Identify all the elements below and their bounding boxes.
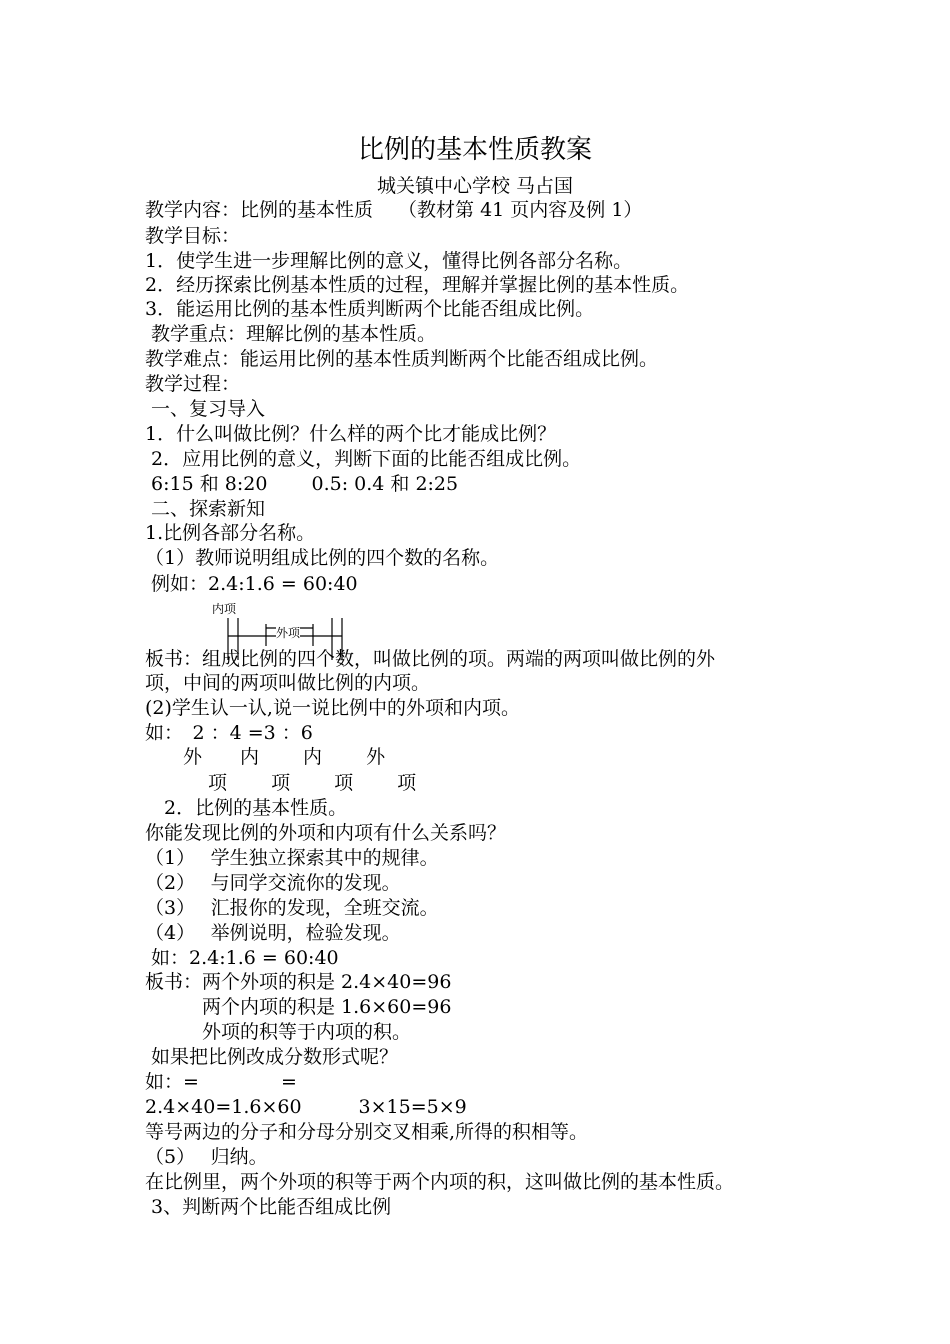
- review-examples: 6:15 和 8:20 0.5: 0.4 和 2:25: [145, 473, 459, 495]
- review-question-2: 2．应用比例的意义，判断下面的比能否组成比例。: [145, 448, 582, 470]
- board-note-terms-cont: 项，中间的两项叫做比例的内项。: [145, 672, 431, 694]
- term-labels-row-2: 项 项 项 项: [145, 772, 417, 794]
- fraction-form-question: 如果把比例改成分数形式呢？: [145, 1046, 399, 1068]
- explore-step-2: （2） 与同学交流你的发现。: [145, 872, 401, 894]
- example-proportion-2: 如： 2 ：4 =3 ：6: [145, 722, 313, 744]
- inner-term-label: 内项: [212, 602, 237, 616]
- review-question-1: 1．什么叫做比例？什么样的两个比才能成比例？: [145, 423, 557, 445]
- outer-term-label: 外项: [276, 626, 301, 640]
- teaching-content: 教学内容：比例的基本性质 （教材第 41 页内容及例 1）: [145, 199, 643, 221]
- explore-step-3: （3） 汇报你的发现，全班交流。: [145, 897, 439, 919]
- board-note-inner-product: 两个内项的积是 1.6×60=96: [145, 996, 452, 1018]
- goal-item-1: 1．使学生进一步理解比例的意义，懂得比例各部分名称。: [145, 250, 633, 272]
- basic-property-heading: 2．比例的基本性质。: [145, 797, 348, 819]
- cross-multiply-examples: 2.4×40=1.6×60 3×15=5×9: [145, 1096, 467, 1118]
- term-labels-row-1: 外 内 内 外: [145, 746, 386, 768]
- basic-property-definition: 在比例里，两个外项的积等于两个内项的积，这叫做比例的基本性质。: [145, 1171, 735, 1193]
- teaching-process-heading: 教学过程：: [145, 373, 241, 395]
- judge-proportion-heading: 3、判断两个比能否组成比例: [145, 1196, 392, 1218]
- part-names-heading: 1.比例各部分名称。: [145, 522, 316, 544]
- teaching-difficulty: 教学难点：能运用比例的基本性质判断两个比能否组成比例。: [145, 348, 659, 370]
- board-note-conclusion: 外项的积等于内项的积。: [145, 1021, 412, 1043]
- explore-step-4: （4） 举例说明，检验发现。: [145, 922, 401, 944]
- board-note-outer-product: 板书：两个外项的积是 2.4×40=96: [145, 971, 452, 993]
- teaching-focus: 教学重点：理解比例的基本性质。: [145, 323, 437, 345]
- goal-item-3: 3．能运用比例的基本性质判断两个比能否组成比例。: [145, 298, 595, 320]
- part-names-step-2: (2)学生认一认,说一说比例中的外项和内项。: [145, 697, 520, 719]
- example-proportion-1: 例如：2.4:1.6 = 60:40: [145, 573, 358, 595]
- explore-step-1: （1） 学生独立探索其中的规律。: [145, 847, 439, 869]
- teaching-goals-heading: 教学目标：: [145, 225, 241, 247]
- goal-item-2: 2．经历探索比例基本性质的过程，理解并掌握比例的基本性质。: [145, 274, 690, 296]
- document-title: 比例的基本性质教案: [357, 135, 592, 165]
- board-note-terms: 板书：组成比例的四个数，叫做比例的项。两端的两项叫做比例的外: [145, 648, 716, 670]
- example-proportion-3: 如：2.4:1.6 = 60:40: [145, 947, 339, 969]
- section-explore-heading: 二、探索新知: [145, 498, 266, 520]
- author-line: 城关镇中心学校 马占国: [376, 175, 574, 197]
- cross-multiply-statement: 等号两边的分子和分母分别交叉相乘,所得的积相等。: [145, 1121, 589, 1143]
- explore-step-5: （5） 归纳。: [145, 1146, 268, 1168]
- part-names-step-1: （1）教师说明组成比例的四个数的名称。: [145, 547, 500, 569]
- relation-question: 你能发现比例的外项和内项有什么关系吗？: [145, 822, 507, 844]
- section-review-heading: 一、复习导入: [145, 398, 266, 420]
- fraction-form-example: 如：= =: [145, 1071, 297, 1093]
